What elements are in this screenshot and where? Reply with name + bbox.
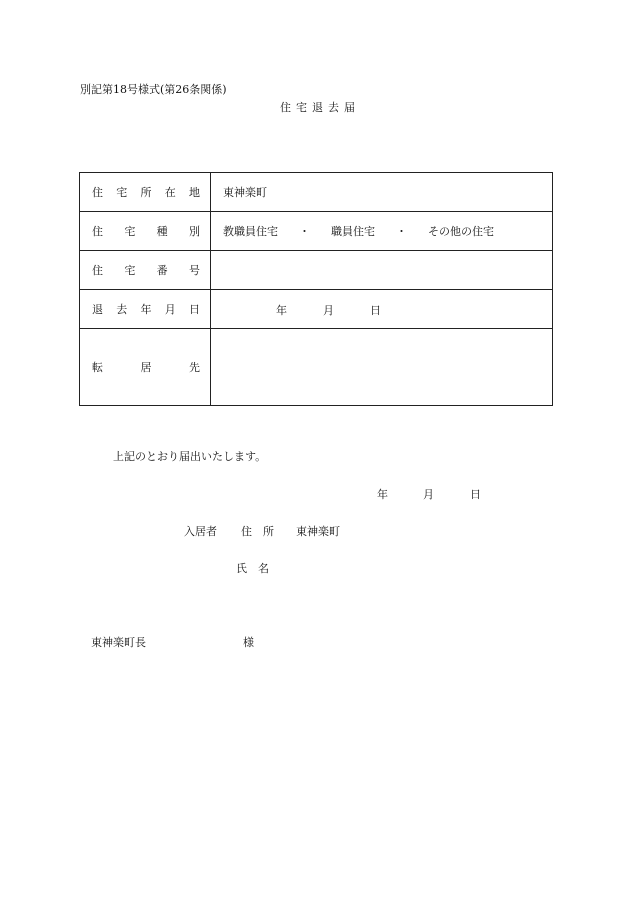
table-row-location — [80, 173, 553, 212]
label-char: 号 — [188, 264, 200, 277]
new-address-field[interactable] — [211, 329, 553, 406]
submit-day-unit: 日 — [470, 488, 481, 501]
label-housing-location — [80, 173, 211, 212]
label-char: 宅 — [116, 186, 128, 199]
label-char: 先 — [189, 361, 200, 374]
housing-number-field[interactable] — [211, 251, 553, 290]
option-staff-housing[interactable]: 職員住宅 — [331, 225, 375, 238]
submit-month-unit: 月 — [423, 488, 434, 501]
separator-dot: ・ — [396, 225, 407, 238]
moveout-year-unit: 年 — [276, 304, 287, 317]
resident-role-label: 入居者 — [184, 525, 217, 538]
label-char: 去 — [116, 303, 128, 316]
table-row-moveout-date — [80, 290, 553, 329]
label-housing-number — [80, 251, 211, 290]
label-char: 種 — [156, 225, 168, 238]
label-char: 番 — [156, 264, 168, 277]
label-char: 在 — [164, 186, 176, 199]
statement-text: 上記のとおり届出いたします。 — [113, 450, 267, 463]
label-char: 日 — [189, 303, 200, 316]
label-char: 居 — [140, 361, 152, 374]
table-row-new-address — [80, 329, 553, 406]
label-char: 転 — [92, 361, 103, 374]
option-other-housing[interactable]: その他の住宅 — [428, 225, 494, 238]
resident-name-label: 氏 名 — [236, 562, 269, 575]
housing-type-field — [211, 212, 553, 251]
document-title: 住宅退去届 — [280, 101, 360, 114]
moveout-day-unit: 日 — [370, 304, 381, 317]
label-char: 地 — [189, 186, 200, 199]
label-char: 退 — [92, 303, 103, 316]
submit-year-unit: 年 — [377, 488, 388, 501]
option-teacher-housing[interactable]: 教職員住宅 — [223, 225, 278, 238]
housing-location-field[interactable] — [211, 173, 553, 212]
moveout-month-unit: 月 — [323, 304, 334, 317]
label-moveout-date — [80, 290, 211, 329]
label-new-address — [80, 329, 211, 406]
resident-address-label: 住 所 — [241, 525, 274, 538]
moveout-date-field[interactable] — [211, 290, 553, 329]
table-row-type — [80, 212, 553, 251]
form-reference: 別記第18号様式(第26条関係) — [80, 83, 227, 96]
housing-info-table — [79, 172, 553, 406]
label-housing-type — [80, 212, 211, 251]
resident-address-value[interactable]: 東神楽町 — [296, 525, 340, 538]
label-char: 所 — [140, 186, 152, 199]
label-char: 住 — [92, 225, 103, 238]
label-char: 住 — [92, 264, 103, 277]
addressee-honorific: 様 — [243, 636, 254, 649]
label-char: 月 — [164, 303, 176, 316]
table-row-number — [80, 251, 553, 290]
label-char: 別 — [188, 225, 200, 238]
label-char: 住 — [92, 186, 103, 199]
addressee-name: 東神楽町長 — [91, 636, 146, 649]
label-char: 年 — [140, 303, 152, 316]
label-char: 宅 — [124, 264, 136, 277]
separator-dot: ・ — [299, 225, 310, 238]
label-char: 宅 — [124, 225, 136, 238]
housing-location-value: 東神楽町 — [223, 186, 267, 199]
